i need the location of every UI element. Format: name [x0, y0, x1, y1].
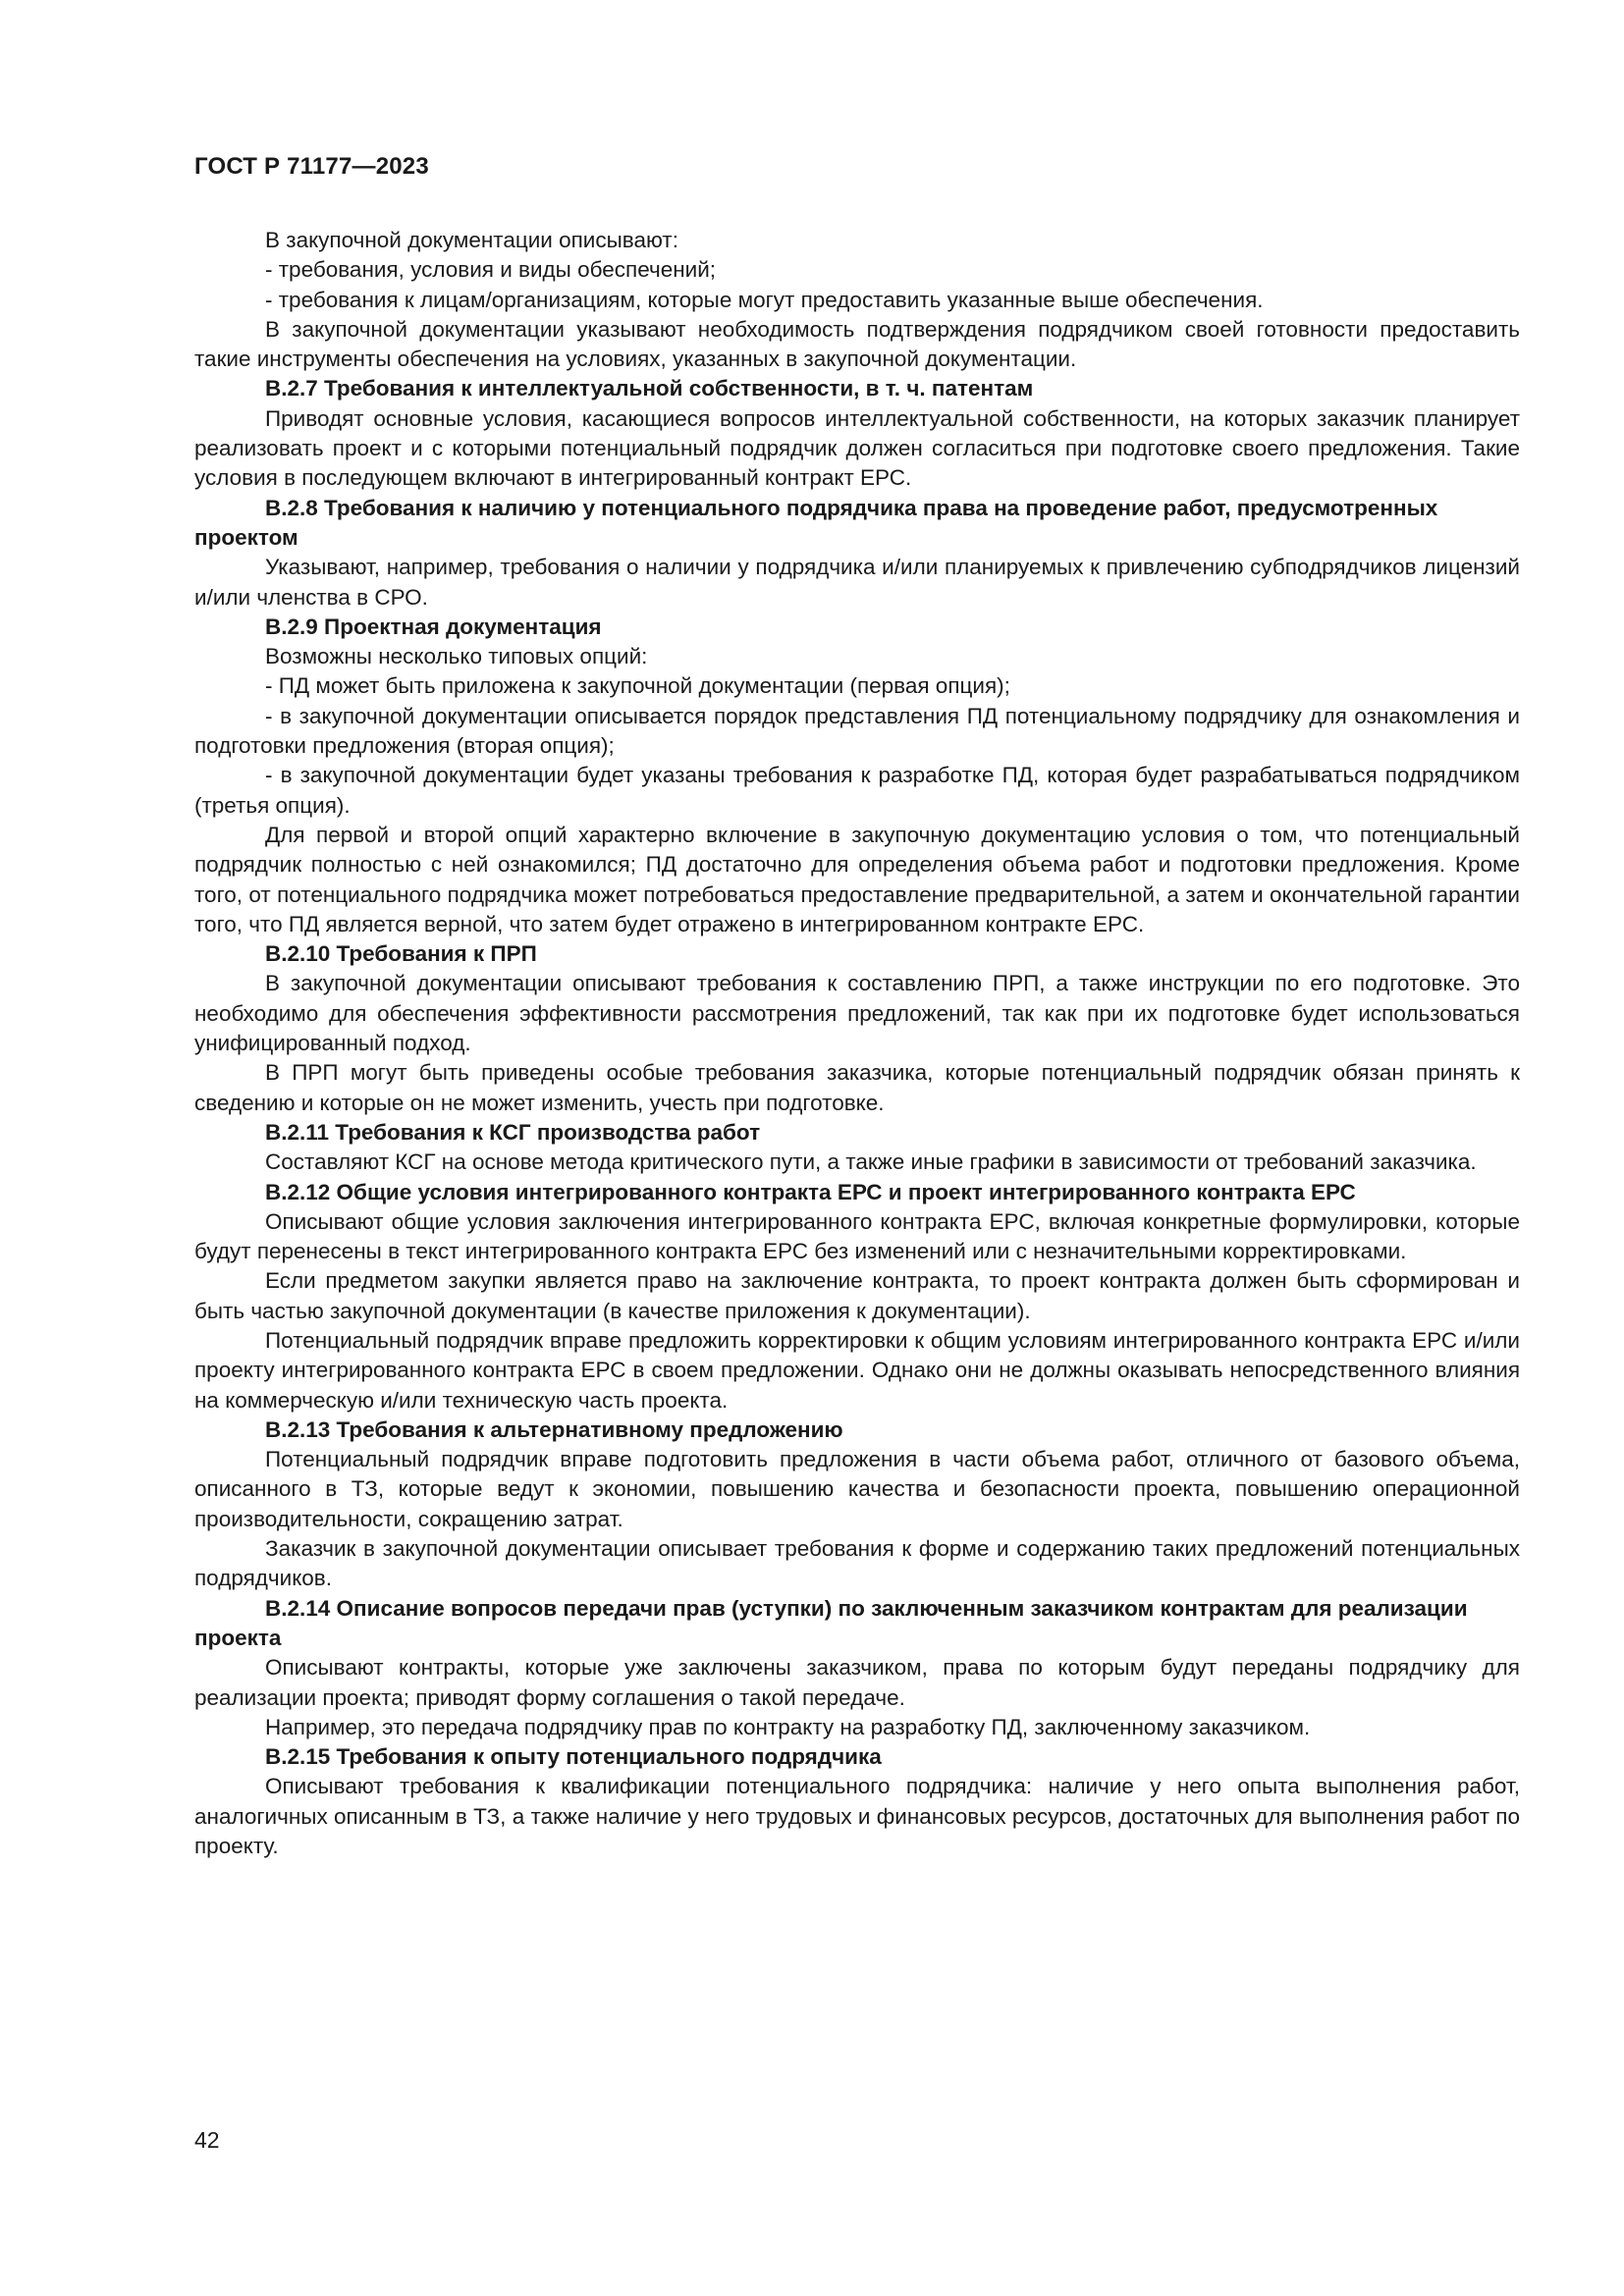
- paragraph: Указывают, например, требования о наличии у подрядчика и/или планируемых к привлечению субподрядчиков лицензий и/или членства в СРО.: [194, 555, 1520, 610]
- paragraph: В закупочной документации описывают:: [265, 228, 678, 252]
- paragraph: В закупочной документации описывают требования к составлению ПРП, а также инструкции по его подготовке. Это необходимо для обеспечения эффективности рассмотрения предложений, так как при их подготовке будет использоваться унифицированный подход.: [194, 971, 1520, 1056]
- list-item: - требования к лицам/организациям, которые могут предоставить указанные выше обеспечения.: [265, 287, 1264, 312]
- paragraph: Приводят основные условия, касающиеся вопросов интеллектуальной собственности, на которых заказчик планирует реализовать проект и с которыми потенциальный подрядчик должен согласиться при подготовке своего предложения. Такие условия в последующем включают в интегрированный контракт ЕРС.: [194, 405, 1520, 491]
- paragraph: Описывают требования к квалификации потенциального подрядчика: наличие у него опыта выполнения работ, аналогичных описанным в ТЗ, а также наличие у него трудовых и финансовых ресурсов, достаточных для выполнения работ по проекту.: [194, 1774, 1520, 1859]
- document-body: [194, 226, 1520, 1861]
- section-heading: В.2.8 Требования к наличию у потенциального подрядчика права на проведение работ, предусмотренных проектом: [194, 495, 1438, 550]
- section-heading: В.2.10 Требования к ПРП: [265, 941, 537, 967]
- list-item: - требования, условия и виды обеспечений;: [265, 257, 717, 283]
- paragraph: Возможны несколько типовых опций:: [265, 644, 648, 669]
- section-heading: В.2.11 Требования к КСГ производства работ: [265, 1119, 761, 1145]
- paragraph: Для первой и второй опций характерно включение в закупочную документацию условия о том, что потенциальный подрядчик полностью с ней ознакомился; ПД достаточно для определения объема работ и подготовки предложения. Кроме того, от потенциального подрядчика может потребоваться предоставление предварительной, а затем и окончательной гарантии того, что ПД является верной, что затем будет отражено в интегрированном контракте ЕРС.: [194, 822, 1520, 936]
- paragraph: Описывают контракты, которые уже заключены заказчиком, права по которым будут переданы подрядчику для реализации проекта; приводят форму соглашения о такой передаче.: [194, 1655, 1520, 1710]
- section-heading: В.2.7 Требования к интеллектуальной собственности, в т. ч. патентам: [265, 376, 1034, 401]
- paragraph: Потенциальный подрядчик вправе подготовить предложения в части объема работ, отличного от базового объема, описанного в ТЗ, которые ведут к экономии, повышению качества и безопасности проекта, повышению операционной производительности, сокращению затрат.: [194, 1447, 1520, 1531]
- paragraph: Составляют КСГ на основе метода критического пути, а также иные графики в зависимости от требований заказчика.: [265, 1149, 1477, 1175]
- section-heading: В.2.14 Описание вопросов передачи прав (уступки) по заключенным заказчиком контрактам для реализации проекта: [194, 1595, 1468, 1650]
- page-number: 42: [194, 2127, 220, 2153]
- paragraph: Описывают общие условия заключения интегрированного контракта ЕРС, включая конкретные формулировки, которые будут перенесены в текст интегрированного контракта ЕРС без изменений или с незначительными корректировками.: [194, 1208, 1520, 1264]
- paragraph: Заказчик в закупочной документации описывает требования к форме и содержанию таких предложений потенциальных подрядчиков.: [194, 1536, 1520, 1591]
- list-item: - ПД может быть приложена к закупочной документации (первая опция);: [265, 673, 1010, 699]
- section-heading: В.2.15 Требования к опыту потенциального подрядчика: [265, 1744, 882, 1770]
- section-heading: В.2.9 Проектная документация: [265, 614, 602, 639]
- section-heading: В.2.12 Общие условия интегрированного контракта ЕРС и проект интегрированного контракта ЕРС: [265, 1179, 1356, 1204]
- document-header: ГОСТ Р 71177—2023: [194, 153, 429, 180]
- paragraph: В закупочной документации указывают необходимость подтверждения подрядчиком своей готовности предоставить такие инструменты обеспечения на условиях, указанных в закупочной документации.: [194, 316, 1520, 372]
- paragraph: Например, это передача подрядчику прав по контракту на разработку ПД, заключенному заказчиком.: [265, 1714, 1311, 1739]
- list-item: - в закупочной документации описывается порядок представления ПД потенциальному подрядчику для ознакомления и подготовки предложения (вторая опция);: [194, 703, 1520, 759]
- paragraph: Потенциальный подрядчик вправе предложить корректировки к общим условиям интегрированного контракта ЕРС и/или проекту интегрированного контракта ЕРС в своем предложении. Однако они не должны оказывать непосредственного влияния на коммерческую и/или техническую часть проекта.: [194, 1327, 1520, 1413]
- paragraph: В ПРП могут быть приведены особые требования заказчика, которые потенциальный подрядчик обязан принять к сведению и которые он не может изменить, учесть при подготовке.: [194, 1060, 1520, 1115]
- section-heading: В.2.13 Требования к альтернативному предложению: [265, 1416, 843, 1442]
- list-item: - в закупочной документации будет указаны требования к разработке ПД, которая будет разрабатываться подрядчиком (третья опция).: [194, 763, 1520, 818]
- paragraph: Если предметом закупки является право на заключение контракта, то проект контракта должен быть сформирован и быть частью закупочной документации (в качестве приложения к документации).: [194, 1268, 1520, 1323]
